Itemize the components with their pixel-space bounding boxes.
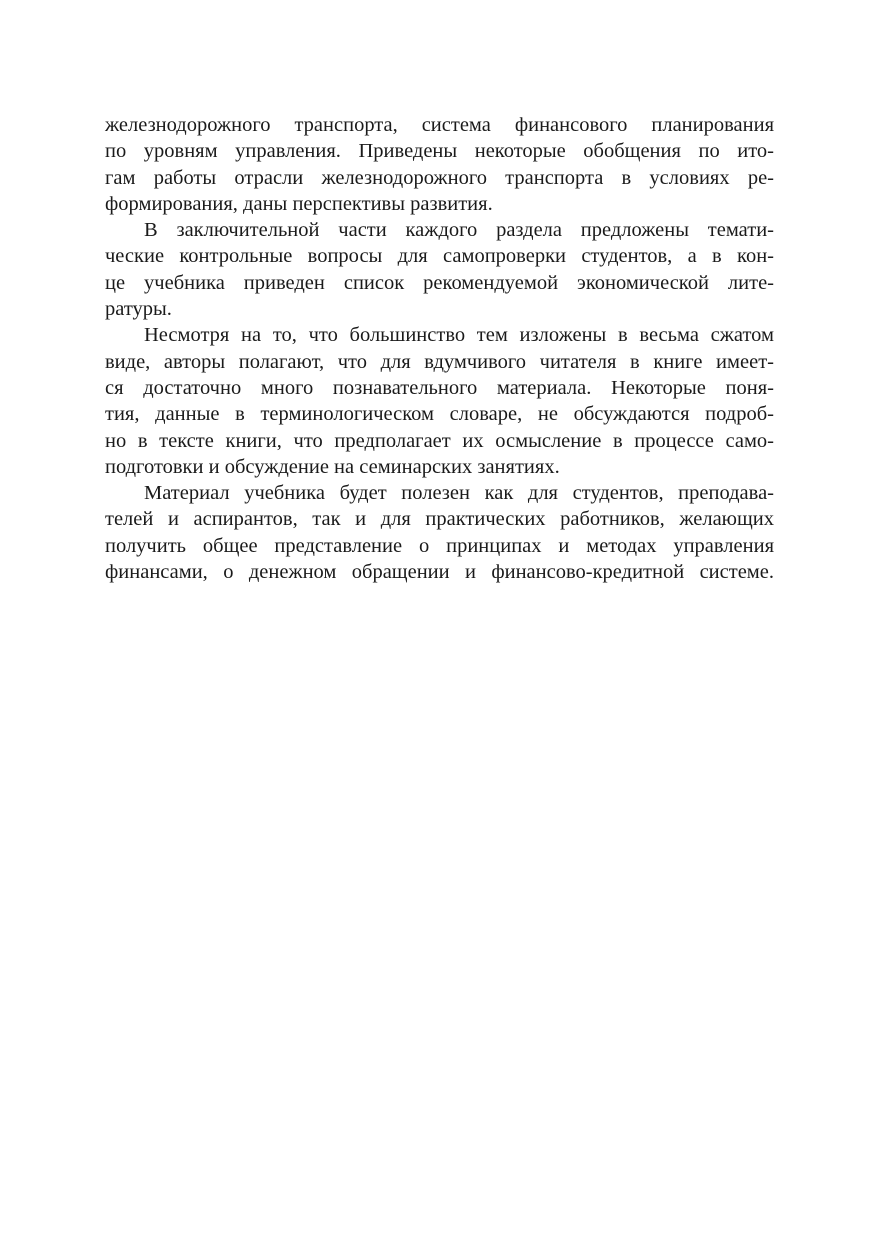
text-line: телей и аспирантов, так и для практических работников, желающих	[105, 508, 774, 531]
text-line: В заключительной части каждого раздела предложены темати-	[144, 219, 774, 242]
paragraph	[105, 112, 774, 217]
text-line: но в тексте книги, что предполагает их осмысление в процессе само-	[105, 429, 774, 452]
text-line: Несмотря на то, что большинство тем изложены в весьма сжатом	[144, 324, 774, 347]
text-line: формирования, даны перспективы развития.	[105, 192, 493, 215]
text-line: ратуры.	[105, 298, 172, 321]
paragraph	[105, 217, 774, 322]
text-line: получить общее представление о принципах и методах управления	[105, 534, 774, 557]
text-line: ческие контрольные вопросы для самопроверки студентов, а в кон-	[105, 245, 774, 268]
text-line: финансами, о денежном обращении и финансово-кредитной системе.	[105, 561, 774, 584]
text-line: по уровням управления. Приведены некоторые обобщения по ито-	[105, 140, 774, 163]
page-body-text	[105, 112, 774, 585]
text-line: Материал учебника будет полезен как для студентов, преподава-	[144, 482, 774, 505]
text-line: виде, авторы полагают, что для вдумчивого читателя в книге имеет-	[105, 350, 774, 373]
text-line: подготовки и обсуждение на семинарских занятиях.	[105, 455, 560, 478]
paragraph	[105, 480, 774, 585]
text-line: ся достаточно много познавательного материала. Некоторые поня-	[105, 376, 774, 399]
text-line: це учебника приведен список рекомендуемой экономической лите-	[105, 271, 774, 294]
text-line: тия, данные в терминологическом словаре, не обсуждаются подроб-	[105, 403, 774, 426]
text-line: гам работы отрасли железнодорожного транспорта в условиях ре-	[105, 166, 774, 189]
text-line: железнодорожного транспорта, система финансового планирования	[105, 114, 774, 136]
paragraph	[105, 322, 774, 480]
